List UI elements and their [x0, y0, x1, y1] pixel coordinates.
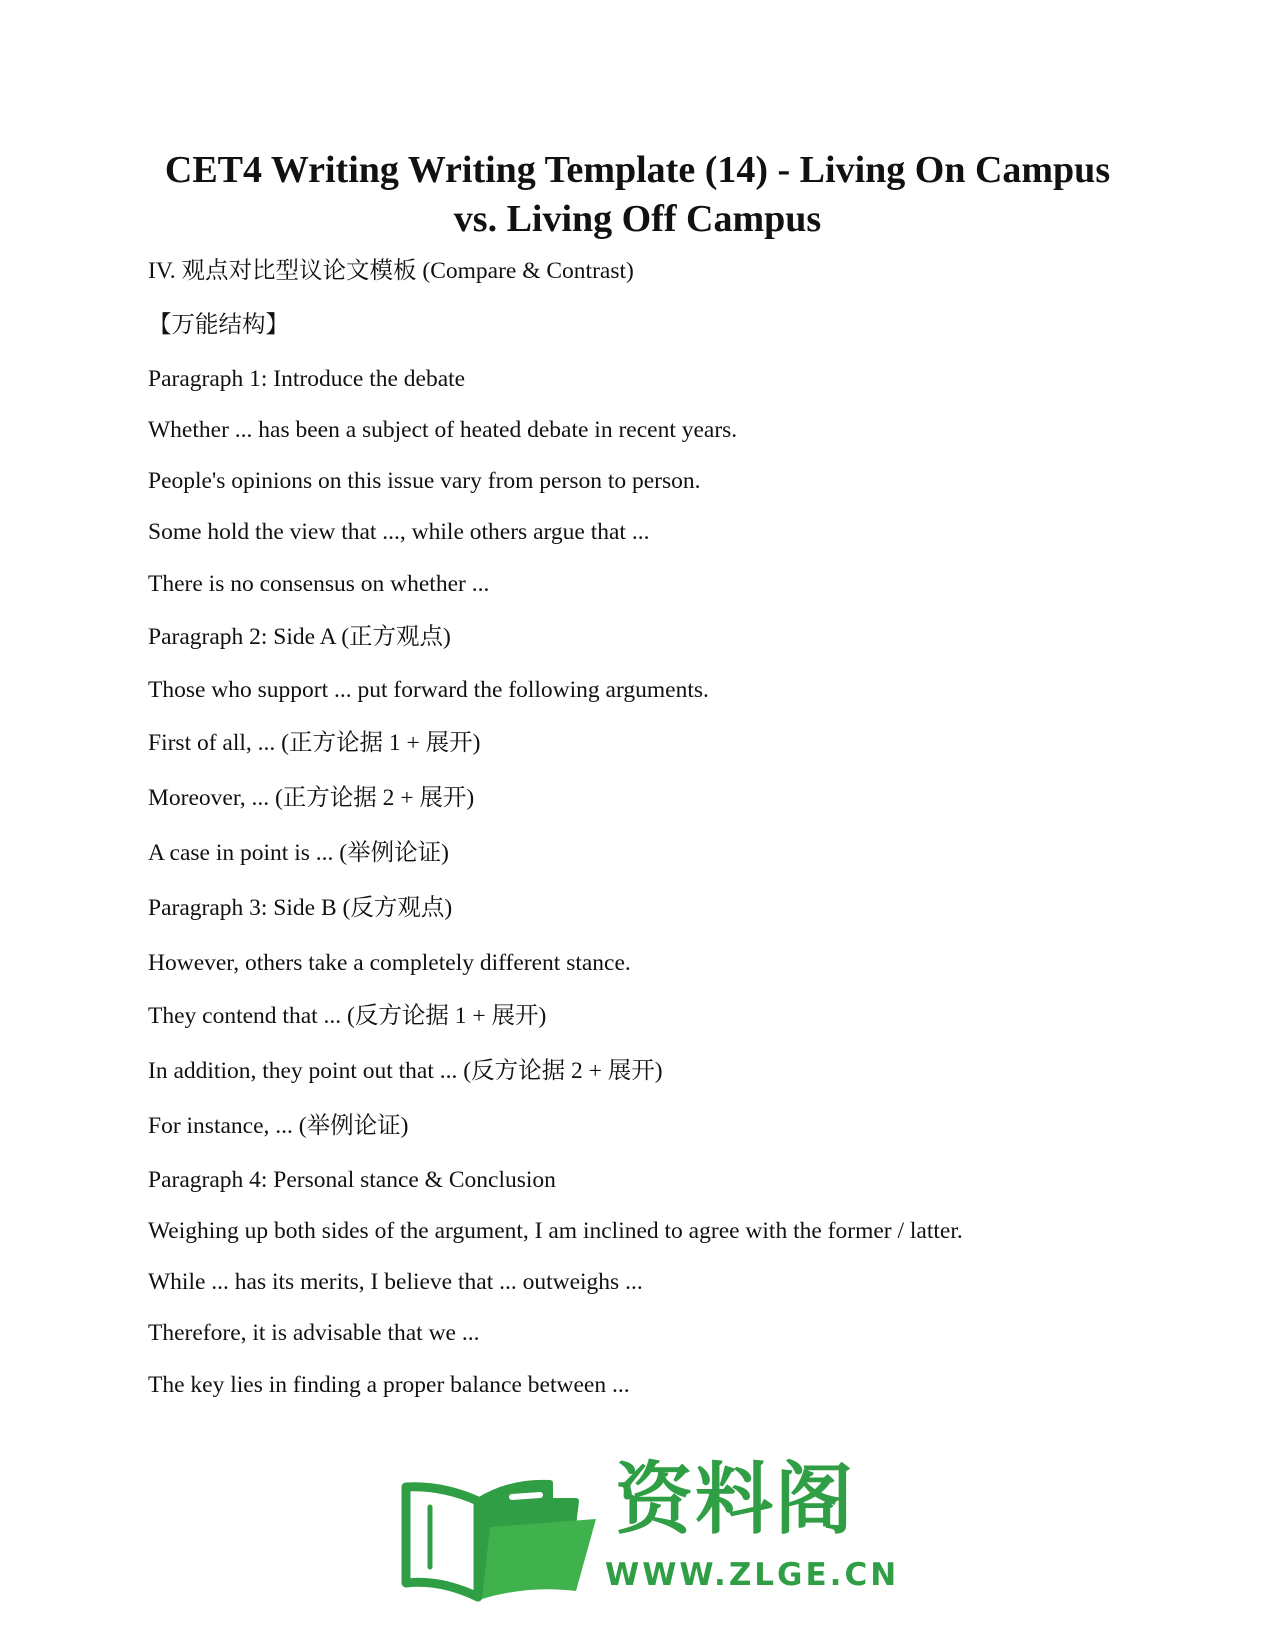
template-line: First of all, ... (正方论据 1 + 展开) [148, 730, 481, 756]
section-heading: IV. 观点对比型议论文模板 (Compare & Contrast) [148, 258, 634, 284]
template-line: Moreover, ... (正方论据 2 + 展开) [148, 785, 475, 811]
paragraph-1-heading: Paragraph 1: Introduce the debate [148, 366, 466, 392]
template-line: Some hold the view that ..., while others argue that ... [148, 519, 650, 545]
page-title-line-2: vs. Living Off Campus [453, 198, 822, 240]
template-line: They contend that ... (反方论据 1 + 展开) [148, 1003, 547, 1029]
paragraph-4-heading: Paragraph 4: Personal stance & Conclusion [148, 1167, 556, 1193]
watermark-logo [400, 1455, 900, 1605]
template-line: The key lies in finding a proper balance between ... [148, 1372, 630, 1398]
template-line: Those who support ... put forward the following arguments. [148, 677, 709, 703]
page-title [120, 146, 1155, 244]
template-line: Therefore, it is advisable that we ... [148, 1320, 480, 1346]
template-line: A case in point is ... (举例论证) [148, 840, 449, 866]
template-line: For instance, ... (举例论证) [148, 1113, 409, 1139]
template-line: Whether ... has been a subject of heated debate in recent years. [148, 417, 738, 443]
template-line: There is no consensus on whether ... [148, 571, 490, 597]
paragraph-2-heading: Paragraph 2: Side A (正方观点) [148, 624, 451, 650]
template-line: People's opinions on this issue vary from person to person. [148, 468, 701, 494]
watermark-name: 资料阁 [615, 1455, 856, 1545]
paragraph-3-heading: Paragraph 3: Side B (反方观点) [148, 895, 453, 921]
watermark-url: WWW.ZLGE.CN [605, 1557, 900, 1593]
template-line: However, others take a completely different stance. [148, 950, 631, 976]
page-title-line-1: CET4 Writing Writing Template (14) - Living On Campus [164, 149, 1111, 191]
structure-label: 【万能结构】 [148, 312, 289, 338]
open-book-icon [400, 1467, 600, 1603]
template-line: While ... has its merits, I believe that ... outweighs ... [148, 1269, 643, 1295]
template-line: Weighing up both sides of the argument, I am inclined to agree with the former / latter. [148, 1218, 963, 1244]
template-line: In addition, they point out that ... (反方论据 2 + 展开) [148, 1058, 663, 1084]
